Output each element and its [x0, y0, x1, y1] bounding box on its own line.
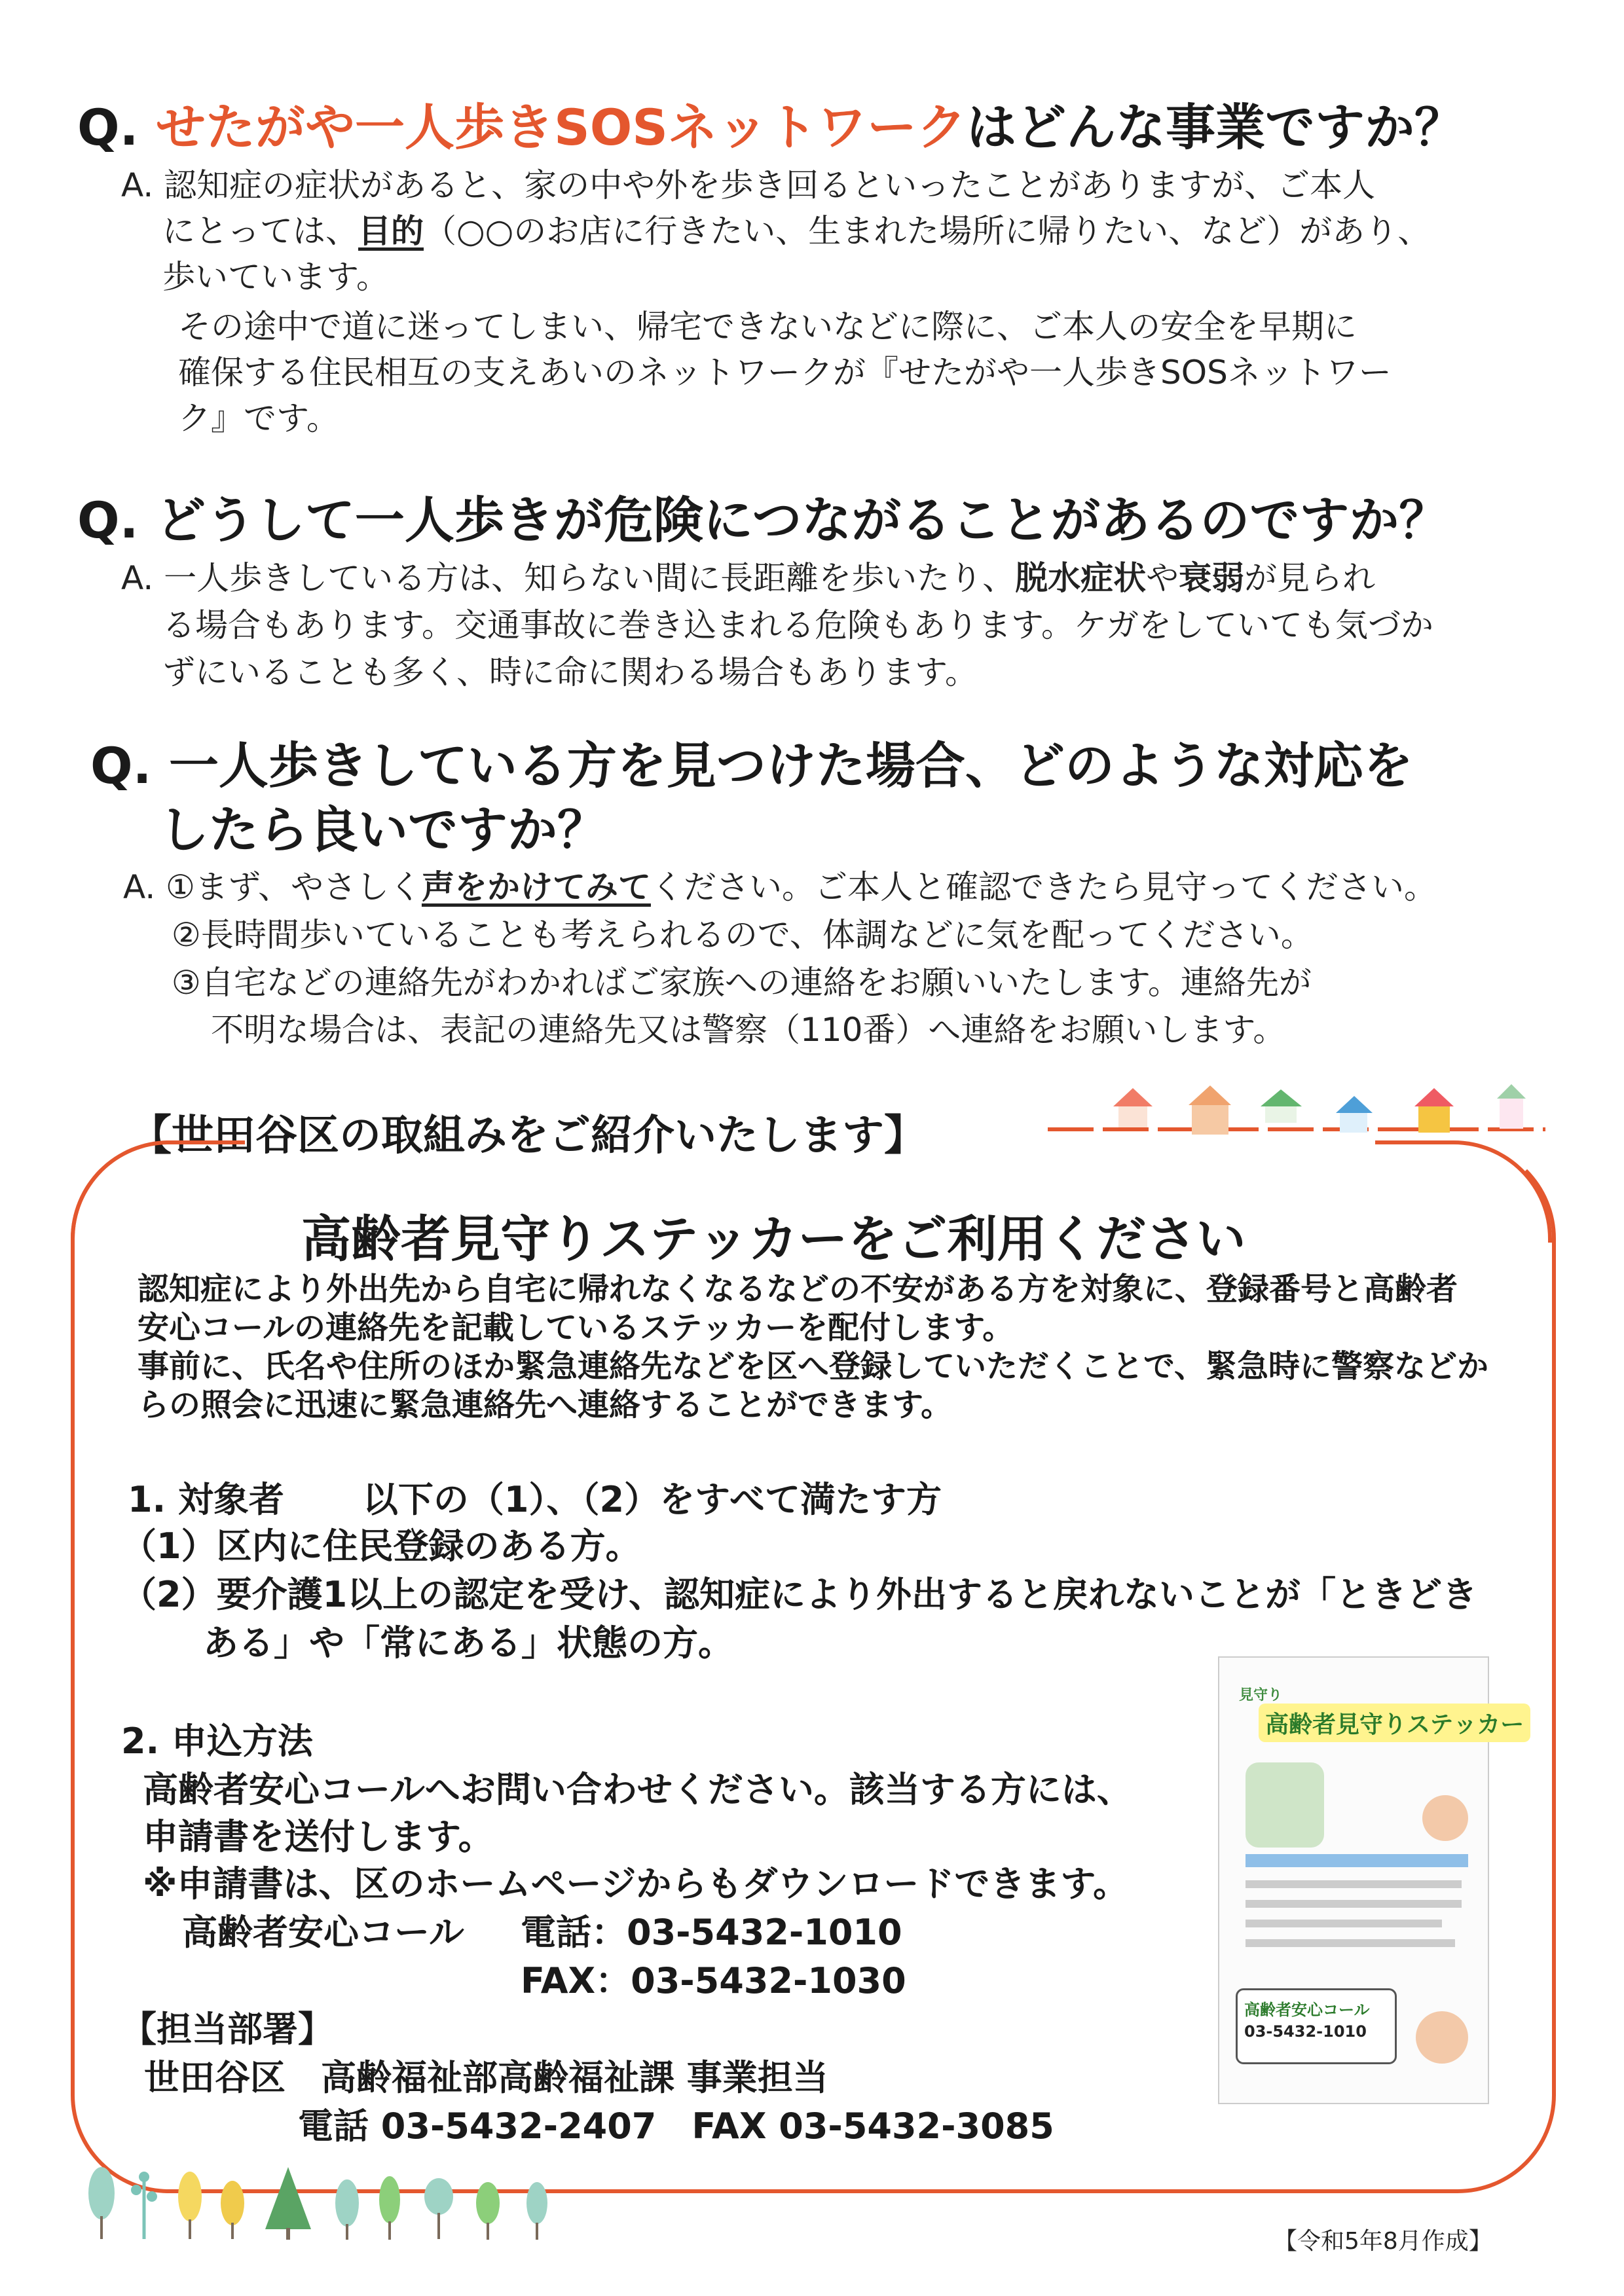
sticker-title: 高齢者見守りステッカーをご利用ください: [301, 1210, 1246, 1268]
eligibility-item-1: （1）区内に住民登録のある方。: [121, 1525, 641, 1567]
house-icon: [1113, 1088, 1153, 1127]
answer-prefix: A.: [121, 166, 154, 204]
emphasis-call-out: 声をかけてみて: [421, 868, 651, 906]
text: にとっては、: [162, 212, 358, 250]
q1-suffix: はどんな事業ですか？: [967, 98, 1465, 156]
q1-answer-line6: ク』です。: [178, 399, 339, 437]
anshin-call-org: 高齢者安心コール: [182, 1912, 464, 1953]
house-icon: [1189, 1085, 1231, 1135]
apply-line-2: 申請書を送付します。: [143, 1816, 494, 1857]
sticker-desc-3: 事前に、氏名や住所のほか緊急連絡先などを区へ登録していただくことで、緊急時に警察などか: [138, 1348, 1489, 1385]
thumb-call-label: 高齢者安心コール: [1244, 2001, 1370, 2019]
intro-heading: 【世田谷区の取組みをご紹介いたします】: [130, 1112, 926, 1160]
text: ください。ご本人と確認できたら見守ってください。: [650, 868, 1437, 906]
thumb-operator-avatar: [1416, 2011, 1468, 2064]
emphasis-weakness: 衰弱: [1179, 559, 1245, 597]
q1-answer-line3: 歩いています。: [162, 258, 389, 296]
house-icon: [1414, 1088, 1454, 1133]
q3-answer-line3: ③自宅などの連絡先がわかればご家族への連絡をお願いいたします。連絡先が: [172, 964, 1312, 1002]
text: 認知症の症状があると、家の中や外を歩き回るといったことがありますが、ご本人: [164, 166, 1376, 204]
tree-icon: [221, 2181, 244, 2239]
apply-line-3: ※申請書は、区のホームページからもダウンロードできます。: [143, 1863, 1129, 1904]
thumb-bar: [1246, 1854, 1468, 1867]
tree-icon: [178, 2172, 202, 2239]
trees-decoration: [85, 2157, 583, 2242]
q2-heading: Q. どうして一人歩きが危険につながることがあるのですか？: [77, 491, 1449, 549]
tree-icon: [424, 2178, 453, 2239]
sticker-desc-4: らの照会に迅速に緊急連絡先へ連絡することができます。: [138, 1387, 953, 1423]
text: や: [1146, 559, 1179, 597]
q1-heading: [77, 95, 1464, 160]
emphasis-dehydration: 脱水症状: [1015, 559, 1147, 597]
thumb-line: [1246, 1939, 1455, 1947]
q1-answer-line4: その途中で道に迷ってしまい、帰宅できないなどに際に、ご本人の安全を早期に: [178, 308, 1357, 346]
anshin-call-fax: FAX：03-5432-1030: [521, 1960, 906, 2001]
eligibility-heading: [128, 1476, 942, 1523]
house-icon: [1261, 1089, 1302, 1123]
q3-answer-line4: 不明な場合は、表記の連絡先又は警察（110番）へ連絡をお願いします。: [211, 1011, 1286, 1049]
thumb-title: 高齢者見守りステッカー: [1259, 1704, 1530, 1742]
thumb-avatar: [1422, 1795, 1468, 1841]
house-icon: [1497, 1084, 1526, 1129]
q3-heading-line1: Q. 一人歩きしている方を見つけた場合、どのような対応を: [90, 737, 1413, 795]
q2-answer-line2: る場合もあります。交通事故に巻き込まれる危険もあります。ケガをしていても気づか: [162, 606, 1433, 644]
answer-prefix: A.: [121, 559, 154, 597]
q3-answer-line2: ②長時間歩いていることも考えられるので、体調などに気を配ってください。: [172, 916, 1314, 954]
sticker-desc-2: 安心コールの連絡先を記載しているステッカーを配付します。: [138, 1309, 1014, 1346]
text: （○○のお店に行きたい、生まれた場所に帰りたい、など）があり、: [424, 212, 1431, 250]
q1-answer-line5: 確保する住民相互の支えあいのネットワークが『せたがや一人歩きSOSネットワー: [178, 354, 1392, 392]
apply-line-1: 高齢者安心コールへお問い合わせください。該当する方には、: [143, 1769, 1132, 1810]
q3-heading-line2: したら良いですか？: [159, 801, 607, 859]
q3-answer-line1: [123, 864, 1437, 910]
tree-icon: [526, 2182, 547, 2240]
q1-answer-line2: [162, 208, 1430, 254]
thumb-line: [1246, 1920, 1442, 1927]
sticker-desc-1: 認知症により外出先から自宅に帰れなくなるなどの不安がある方を対象に、登録番号と高齢者: [138, 1271, 1458, 1307]
tree-icon: [335, 2179, 359, 2240]
q2-answer-line3: ずにいることも多く、時に命に関わる場合もあります。: [162, 653, 978, 691]
tree-icon: [131, 2172, 157, 2239]
house-icon: [1336, 1096, 1373, 1133]
section-desc: 以下の（1）、（2）をすべて満たす方: [362, 1479, 942, 1520]
apply-heading: 2. 申込方法: [121, 1721, 313, 1762]
q1-answer-line1: [121, 162, 1375, 208]
box-corner-tl: [71, 1140, 245, 1243]
thumb-badge: 見守り: [1239, 1687, 1283, 1704]
emphasis-purpose: 目的: [358, 212, 424, 250]
thumb-call-number: 03-5432-1010: [1244, 2022, 1367, 2041]
tree-icon: [379, 2176, 400, 2240]
thumb-line: [1246, 1900, 1462, 1908]
q1-highlight: せたがや一人歩きSOSネットワーク: [155, 98, 967, 156]
text: が見られ: [1244, 559, 1376, 597]
tree-icon: [88, 2167, 115, 2239]
tree-icon: [476, 2182, 500, 2240]
text: 一人歩きしている方は、知らない間に長距離を歩いたり、: [164, 559, 1016, 597]
thumb-person-illustration: [1246, 1762, 1324, 1848]
dept-heading: 【担当部署】: [121, 2009, 333, 2050]
q2-answer-line1: [121, 555, 1375, 601]
section-label: 1. 対象者: [128, 1479, 284, 1520]
sticker-thumbnail: [1218, 1656, 1524, 2104]
dept-name: 世田谷区 高齢福祉部高齢福祉課 事業担当: [144, 2057, 828, 2098]
tree-icon: [265, 2167, 311, 2240]
box-corner-tr: [1375, 1140, 1552, 1243]
q1-prefix: Q.: [77, 98, 139, 156]
text: ①まず、やさしく: [166, 868, 422, 906]
thumb-call-card: [1236, 1988, 1397, 2064]
eligibility-item-2-cont: ある」や「常にある」状態の方。: [203, 1622, 733, 1664]
eligibility-item-2: （2）要介護1以上の認定を受け、認知症により外出すると戻れないことが「ときどき: [121, 1574, 1477, 1615]
anshin-call-tel: 電話：03-5432-1010: [521, 1912, 902, 1953]
answer-prefix: A.: [123, 868, 156, 906]
thumb-line: [1246, 1880, 1462, 1888]
creation-date-note: 【令和5年8月作成】: [1274, 2228, 1492, 2255]
dept-contact: 電話 03-5432-2407 FAX 03-5432-3085: [298, 2105, 1054, 2147]
